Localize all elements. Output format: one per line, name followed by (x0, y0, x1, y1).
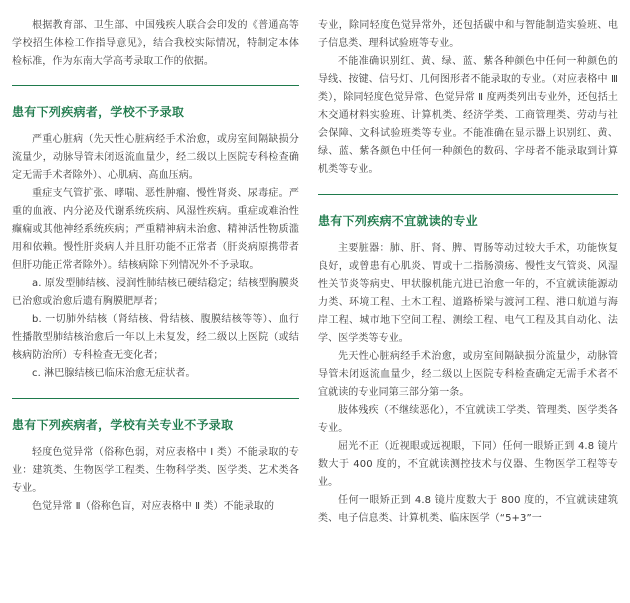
paragraph: 严重心脏病（先天性心脏病经手术治愈，或房室间隔缺损分流量少，动脉导管未闭返流血量少，经二级以上医院专科检查确定无需手术者除外）、心肌病、高血压病。 (12, 134, 299, 181)
paragraph: 不能准确识别红、黄、绿、蓝、紫各种颜色中任何一种颜色的导线、按键、信号灯、几何图形者不能录取的专业。（对应表格中 Ⅲ 类），除同轻度色觉异常、色觉异常 Ⅱ 度两类列出专业外，还包括土木交通材料实验班、计算机类、经济学类、工商管理类、劳动与社会保障、文科试验班类等专业。不能准确在显示器上识别红、黄、绿、蓝、紫各颜色中任何一种颜色的数码、字母者不能录取到计算机类等专业。 (318, 56, 618, 175)
paragraph: c. 淋巴腺结核已临床治愈无症状者。 (32, 368, 196, 379)
left-column (12, 0, 299, 516)
paragraph-continued: 专业，除同轻度色觉异常外，还包括碳中和与智能制造实验班、电子信息类、理科试验班等专业。 (318, 20, 618, 49)
intro-paragraph: 根据教育部、卫生部、中国残疾人联合会印发的《普通高等学校招生体检工作指导意见》，结合我校实际情况，特制定本体检标准，作为东南大学高考录取工作的依据。 (12, 20, 299, 67)
paragraph: 色觉异常 Ⅱ（俗称色盲，对应表格中 Ⅱ 类）不能录取的 (32, 501, 275, 512)
right-column (318, 0, 618, 528)
paragraph: 屈光不正（近视眼或远视眼，下同）任何一眼矫正到 4.8 镜片数大于 400 度的，不宜就读测控技术与仪器、生物医学工程等专业。 (318, 441, 618, 488)
paragraph: 先天性心脏病经手术治愈，或房室间隔缺损分流量少，动脉管导管未闭返流血量少，经二级以上医院专科检查确定无需手术者不宜就读的专业同第三部分第一条。 (318, 351, 618, 398)
section-divider (12, 85, 299, 86)
section-divider (12, 398, 299, 399)
section-heading-major-restrictions: 患有下列疾病者，学校有关专业不予录取 (12, 418, 234, 432)
paragraph: b. 一切肺外结核（肾结核、骨结核、腹膜结核等等）、血行性播散型肺结核治愈后一年以上未复发，经二级以上医院（或结核病防治所）专科检查无变化者； (12, 314, 299, 361)
paragraph: a. 原发型肺结核、浸润性肺结核已硬结稳定；结核型胸膜炎已治愈或治愈后遗有胸膜肥厚者； (12, 278, 299, 307)
paragraph: 任何一眼矫正到 4.8 镜片度数大于 800 度的，不宜就读建筑类、电子信息类、计算机类、临床医学（“5+3”一 (318, 495, 618, 524)
paragraph: 肢体残疾（不继续恶化），不宜就读工学类、管理类、医学类各专业。 (318, 405, 618, 434)
section-heading-unsuitable-majors: 患有下列疾病不宜就读的专业 (318, 214, 478, 228)
paragraph: 主要脏器：肺、肝、肾、脾、胃肠等动过较大手术，功能恢复良好，或曾患有心肌炎、胃或十二指肠溃疡、慢性支气管炎、风湿性关节炎等病史、甲状腺机能亢进已治愈一年的，不宜就读能源动力类、环境工程、土木工程、道路桥梁与渡河工程、港口航道与海岸工程、城市地下空间工程、测绘工程、电气工程及其自动化、法学、医学类等专业。 (318, 243, 618, 344)
section-heading-not-admitted: 患有下列疾病者，学校不予录取 (12, 105, 185, 119)
paragraph: 重症支气管扩张、哮喘、恶性肿瘤、慢性肾炎、尿毒症。严重的血液、内分泌及代谢系统疾病、风湿性疾病。重症或难治性癫痫或其他神经系统疾病；严重精神病未治愈、精神活性物质滥用和依赖。慢性肝炎病人并且肝功能不正常者（肝炎病原携带者但肝功能正常者除外）。结核病除下列情况外不予录取。 (12, 188, 299, 271)
paragraph: 轻度色觉异常（俗称色弱，对应表格中 Ⅰ 类）不能录取的专业：建筑类、生物医学工程类、生物科学类、医学类、艺术类各专业。 (12, 447, 299, 494)
section-divider (318, 194, 618, 195)
